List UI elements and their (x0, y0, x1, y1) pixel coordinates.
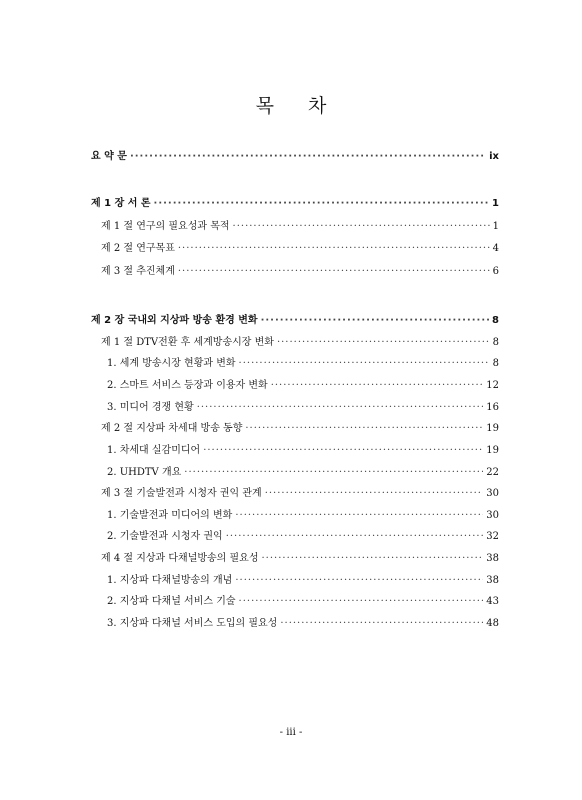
toc-label: 요 약 문 (91, 151, 127, 162)
toc-page: 32 (486, 531, 499, 542)
page-title: 목 차 (255, 95, 341, 117)
dot-leader (245, 422, 483, 436)
toc-label: 3. 미디어 경쟁 현황 (107, 402, 194, 413)
dot-leader (233, 220, 490, 234)
toc-entry-subsection[interactable] (107, 466, 499, 480)
toc-page: 6 (492, 266, 499, 277)
toc-entry-subsection[interactable] (107, 444, 499, 458)
page-number-footer: - iii - (279, 727, 303, 738)
toc-label: 제 1 장 서 론 (91, 198, 151, 209)
toc-page: 38 (486, 553, 499, 564)
dot-leader (178, 242, 490, 256)
toc-label: 1. 세계 방송시장 현황과 변화 (107, 358, 236, 369)
toc-page: 1 (492, 198, 499, 209)
dot-leader (261, 314, 489, 328)
toc-page: 8 (492, 337, 499, 348)
dot-leader (178, 265, 490, 279)
toc-entry-section[interactable] (101, 265, 499, 279)
toc-entry-subsection[interactable] (107, 530, 499, 544)
toc-page: 4 (492, 243, 499, 254)
toc-page: 43 (486, 596, 499, 607)
toc-label: 2. 스마트 서비스 등장과 이용자 변화 (107, 380, 268, 391)
toc-entry-chapter-1[interactable] (91, 197, 499, 211)
toc-entry-subsection[interactable] (107, 595, 499, 609)
dot-leader (130, 150, 486, 164)
toc-label: 2. UHDTV 개요 (107, 467, 182, 478)
toc-page: 8 (492, 315, 499, 326)
dot-leader (226, 530, 484, 544)
toc-label: 제 2 절 지상파 차세대 방송 동향 (101, 423, 243, 434)
toc-page: 1 (492, 221, 499, 232)
toc-page: 38 (486, 575, 499, 586)
toc-label: 제 1 절 연구의 필요성과 목적 (101, 221, 230, 232)
dot-leader (154, 197, 490, 211)
toc-page: 8 (492, 358, 499, 369)
toc-label: 제 1 절 DTV전환 후 세계방송시장 변화 (101, 337, 274, 348)
dot-leader (239, 357, 490, 371)
dot-leader (280, 617, 483, 631)
toc-label: 제 3 절 추진체계 (101, 266, 175, 277)
toc-entry-section[interactable] (101, 487, 499, 501)
toc-entry-subsection[interactable] (107, 379, 499, 393)
dot-leader (262, 552, 484, 566)
toc-label: 1. 기술발전과 미디어의 변화 (107, 510, 233, 521)
toc-label: 제 2 절 연구목표 (101, 243, 175, 254)
toc-entry-section[interactable] (101, 336, 499, 350)
toc-label: 1. 지상파 다채널방송의 개념 (107, 575, 233, 586)
toc-label: 1. 차세대 실감미디어 (107, 445, 201, 456)
toc-page: 30 (486, 510, 499, 521)
toc-label: 3. 지상파 다채널 서비스 도입의 필요성 (107, 618, 278, 629)
toc-page: 16 (486, 402, 499, 413)
toc-page: 19 (486, 423, 499, 434)
dot-leader (235, 574, 483, 588)
toc-entry-subsection[interactable] (107, 509, 499, 523)
dot-leader (235, 509, 483, 523)
toc-entry-section[interactable] (101, 220, 499, 234)
dot-leader (265, 487, 484, 501)
toc-entry-subsection[interactable] (107, 401, 499, 415)
dot-leader (197, 401, 484, 415)
toc-label: 2. 기술발전과 시청자 권익 (107, 531, 223, 542)
toc-page: 12 (486, 380, 499, 391)
toc-label: 2. 지상파 다채널 서비스 기술 (107, 596, 236, 607)
toc-entry-section[interactable] (101, 552, 499, 566)
toc-entry-subsection[interactable] (107, 574, 499, 588)
toc-page: 19 (486, 445, 499, 456)
toc-label: 제 4 절 지상과 다채널방송의 필요성 (101, 553, 259, 564)
dot-leader (203, 444, 483, 458)
toc-entry-chapter-2[interactable] (91, 314, 499, 328)
toc-entry-subsection[interactable] (107, 617, 499, 631)
dot-leader (277, 336, 490, 350)
toc-page: ix (489, 151, 499, 162)
toc-entry-summary[interactable] (91, 150, 499, 164)
toc-label: 제 2 장 국내외 지상파 방송 환경 변화 (91, 315, 258, 326)
toc-label: 제 3 절 기술발전과 시청자 권익 관계 (101, 488, 262, 499)
toc-entry-section[interactable] (101, 242, 499, 256)
dot-leader (239, 595, 484, 609)
toc-page: 48 (486, 618, 499, 629)
toc-page: 30 (486, 488, 499, 499)
dot-leader (184, 466, 483, 480)
dot-leader (271, 379, 484, 393)
toc-entry-subsection[interactable] (107, 357, 499, 371)
toc-page: 22 (486, 467, 499, 478)
toc-entry-section[interactable] (101, 422, 499, 436)
